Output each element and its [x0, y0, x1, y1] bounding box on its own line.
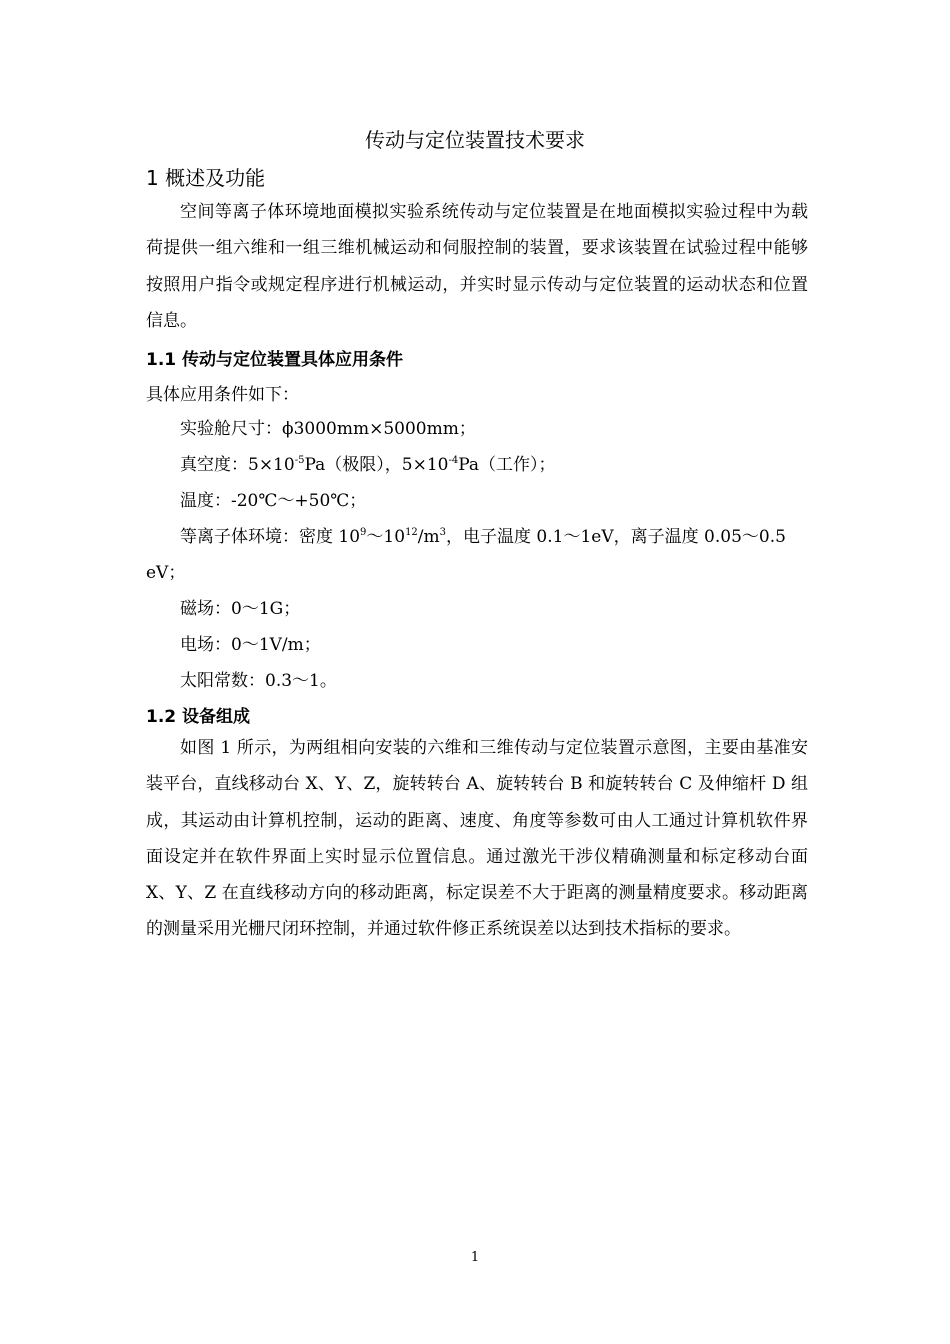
overview-paragraph: 空间等离子体环境地面模拟实验系统传动与定位装置是在地面模拟实验过程中为载荷提供一组六维和一组三维机械运动和伺服控制的装置，要求该装置在试验过程中能够按照用户指令或规定程序进行机械运动，并实时显示传动与定位装置的运动状态和位置信息。: [146, 202, 808, 331]
cabin-value: ϕ3000mm×5000mm；: [282, 419, 476, 439]
plasma-density-unit-exp: 3: [439, 527, 447, 538]
section-heading-1-1: 1.1 传动与定位装置具体应用条件: [146, 350, 404, 370]
condition-plasma: [180, 522, 786, 547]
cabin-label: 实验舱尺寸：: [180, 419, 282, 439]
plasma-density-unit: /m: [417, 527, 440, 547]
condition-solar: 太阳常数：0.3～1。: [180, 671, 337, 691]
plasma-density-min-exp: 9: [360, 527, 367, 538]
conditions-intro: 具体应用条件如下：: [146, 385, 299, 405]
plasma-density-max-exp: 12: [405, 527, 418, 538]
condition-magnetic: 磁场：0～1G；: [180, 599, 301, 619]
equipment-paragraph: 如图 1 所示，为两组相向安装的六维和三维传动与定位装置示意图，主要由基准安装平台，直线移动台 X、Y、Z，旋转转台 A、旋转转台 B 和旋转转台 C 及伸缩杆 D 组成，其运动由计算机控制，运动的距离、速度、角度等参数可由人工通过计算机软件界面设定并在软件界面上实时显示位置信息。通过激光干涉仪精确测量和标定移动台面 X、Y、Z 在直线移动方向的移动距离，标定误差不大于距离的测量精度要求。移动距离的测量采用光栅尺闭环控制，并通过软件修正系统误差以达到技术指标的要求。: [146, 738, 808, 940]
vacuum-label: 真空度：: [180, 455, 248, 475]
condition-cabin-size: [180, 414, 476, 439]
plasma-density-max-base: ～10: [366, 527, 406, 547]
page-number: 1: [470, 1250, 480, 1265]
document-title: 传动与定位装置技术要求: [365, 128, 585, 152]
condition-electric: 电场：0～1V/m；: [180, 635, 321, 655]
condition-plasma-continuation: eV；: [146, 563, 186, 583]
vacuum-work-exp: -4: [448, 455, 459, 466]
vacuum-work-base: 5×10: [401, 455, 449, 475]
section-heading-1-2: 1.2 设备组成: [146, 707, 251, 727]
vacuum-work-unit: Pa（工作）；: [458, 455, 556, 475]
condition-vacuum: [180, 450, 556, 475]
plasma-label: 等离子体环境：密度: [180, 527, 339, 547]
vacuum-limit-unit: Pa（极限），: [304, 455, 402, 475]
section-heading-1: 1 概述及功能: [146, 166, 266, 190]
plasma-density-min-base: 10: [338, 527, 361, 547]
temp-label: 温度：: [180, 491, 231, 511]
vacuum-limit-exp: -5: [294, 455, 305, 466]
vacuum-limit-base: 5×10: [248, 455, 295, 475]
condition-temperature: [180, 486, 366, 511]
temp-value: -20℃～+50℃；: [231, 491, 367, 511]
plasma-temperatures: ，电子温度 0.1～1eV，离子温度 0.05～0.5: [446, 527, 786, 547]
